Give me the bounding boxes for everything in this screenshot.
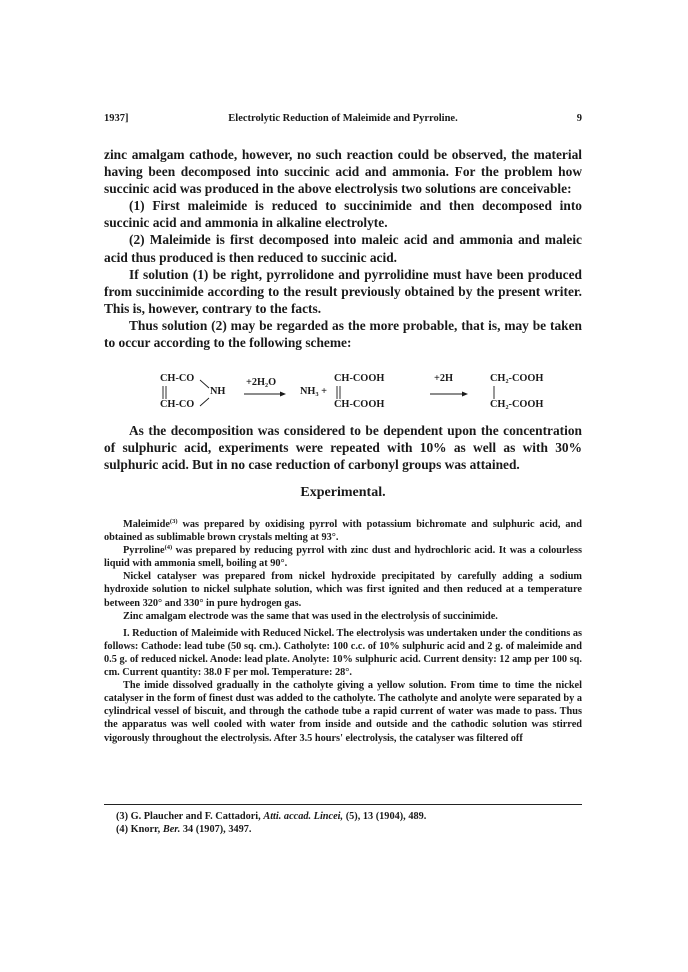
footnotes [116, 810, 582, 837]
page-number: 9 [576, 113, 582, 124]
volume-number: 34 [182, 824, 194, 836]
paragraph: If solution (1) be right, pyrrolidone and pyrrolidine must have been produced from succinimide according to the result previously obtained by the present writer. This is, however, contrary to the facts. [104, 266, 582, 316]
scheme-nh: NH [210, 386, 226, 397]
paragraph: (1) First maleimide is reduced to succinimide and then decomposed into succinic acid and ammonia in alkaline electrolyte. [104, 198, 582, 231]
scheme-ammonia: NH₃ + [300, 386, 327, 397]
paragraph: Nickel catalyser was prepared from nickel hydroxide precipitated by carefully adding a sodium hydroxide solution to nickel sulphate solution, which was first ignited and then reduced at a temperature between 320° and 330° in pure hydrogen gas. [104, 571, 582, 609]
text-run: was prepared by reducing pyrrol with zinc dust and hydrochloric acid. It was a colourless liquid with ammonia smell, boiling at 90°. [104, 545, 582, 570]
footnote-ref: (4) [164, 544, 173, 552]
experimental-text [104, 518, 582, 745]
text-run: Knorr, [130, 824, 163, 836]
paragraph: (2) Maleimide is first decomposed into maleic acid and ammonia and maleic acid thus produced is then reduced to succinic acid. [104, 232, 582, 265]
running-header [104, 113, 582, 129]
section-heading: Experimental. [300, 485, 386, 500]
header-year: 1937] [104, 113, 129, 124]
reaction-scheme [160, 373, 580, 415]
footnote-number: (3) [116, 811, 129, 822]
scheme-ch2-top: CH₂-COOH [490, 373, 544, 384]
footnote-ref: (3) [169, 518, 178, 525]
scheme-reagent-water: +2H₂O [246, 377, 277, 388]
running-title: Electrolytic Reduction of Maleimide and Pyrroline. [228, 113, 458, 124]
text-run: was prepared by oxidising pyrrol with potassium bichromate and sulphuric acid, and obtained as sublimable brown crystals melting at 93°. [104, 519, 582, 544]
text-run: G. Plaucher and F. Cattadori, [130, 811, 264, 822]
journal-name: Atti. accad. Lincei, [263, 811, 344, 822]
scheme-ch-co-bottom: CH-CO [160, 399, 195, 410]
journal-name: Ber. [162, 824, 181, 836]
scheme-ch2-bottom: CH₂-COOH [490, 399, 544, 410]
paragraph: As the decomposition was considered to be dependent upon the concentration of sulphuric acid, experiments were repeated with 10% as well as with 30% sulphuric acid. But in no case reduction of carbonyl groups was attained. [104, 423, 582, 473]
text-run: Maleimide [123, 519, 170, 530]
footnote [116, 810, 582, 823]
footnote-number: (4) [116, 824, 129, 836]
footnote-divider [104, 804, 582, 805]
scheme-cooh-top: CH-COOH [334, 373, 385, 384]
paragraph [104, 544, 582, 570]
body-text-upper [104, 146, 582, 351]
paragraph: I. Reduction of Maleimide with Reduced Nickel. The electrolysis was undertaken under the conditions as follows: Cathode: lead tube (50 sq. cm.). Catholyte: 100 c.c. of 10% sulphuric acid and 2 g. of maleimide and 0.5 g. of reduced nickel. Anode: lead plate. Anolyte: 10% sulphuric acid. Current density: 12 amp per 100 sq. cm. Current quantity: 38.0 F per mol. Temperature: 28°. [104, 627, 582, 679]
text-run: (1907), 3497. [193, 824, 252, 836]
text-run: (1904), 489. [373, 811, 427, 822]
paragraph: Thus solution (2) may be regarded as the more probable, that is, may be taken to occur according to the following scheme: [104, 317, 582, 351]
volume-number: 13 [362, 811, 374, 822]
paragraph: zinc amalgam cathode, however, no such reaction could be observed, the material having been decomposed into succinic acid and ammonia. For the problem how succinic acid was produced in the above electrolysis two solutions are conceivable: [104, 147, 582, 197]
footnote [116, 823, 582, 836]
paragraph: Zinc amalgam electrode was the same that was used in the electrolysis of succinimide. [123, 610, 498, 622]
text-run: Pyrroline [123, 545, 165, 557]
paragraph: The imide dissolved gradually in the catholyte giving a yellow solution. From time to time the nickel catalyser in the form of finest dust was added to the catholyte. The catholyte and anolyte were separated by a cylindrical vessel of biscuit, and through the cathode tube a rapid current of water was made to pass. Thus the apparatus was well cooled with water from inside and outside and the cathodic solution was stirred vigorously throughout the electrolysis. After 3.5 hours' electrolysis, the catalyser was filtered off [104, 680, 582, 744]
paragraph [104, 518, 582, 544]
scheme-ch-co-top: CH-CO [160, 373, 195, 384]
scheme-reagent-hydrogen: +2H [434, 373, 454, 384]
scheme-cooh-bottom: CH-COOH [334, 399, 385, 410]
text-run: (5), [343, 811, 363, 822]
